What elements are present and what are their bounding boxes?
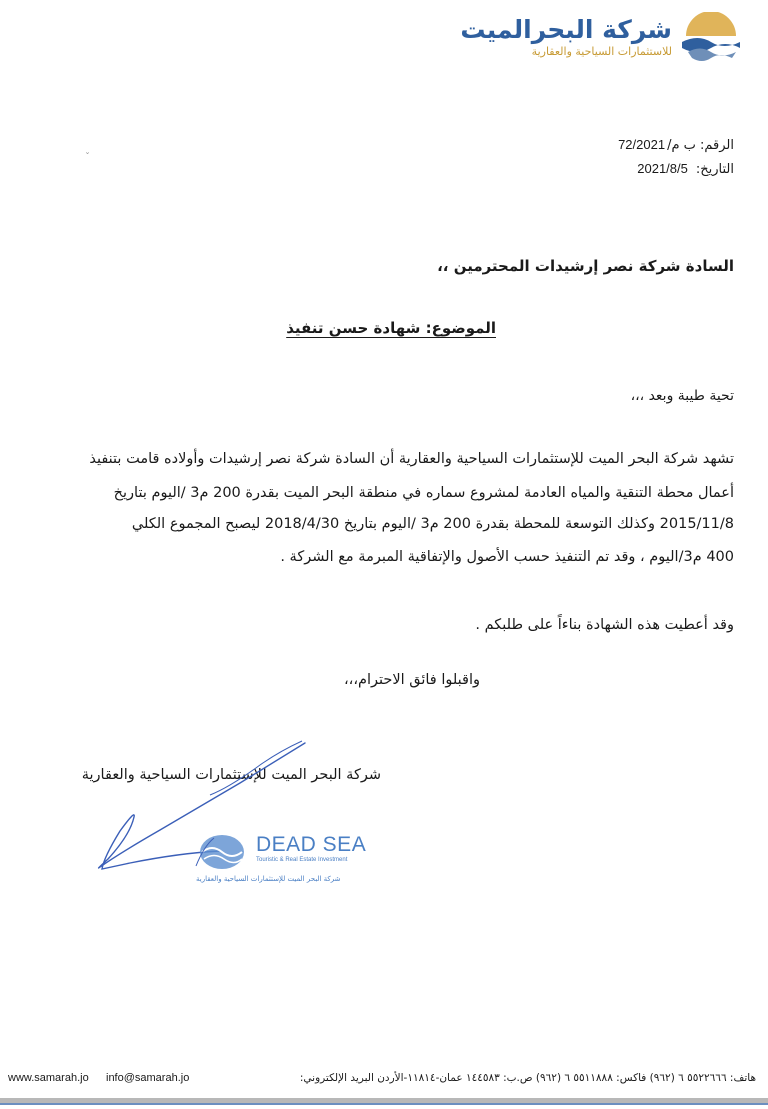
body-line: أعمال محطة التنقية والمياه العادمة لمشروع سماره في منطقة البحر الميت بقدرة 200 م3 /اليوم بتاريخ [113,485,734,501]
stamp-name-ar: شركة البحر الميت للإستثمارات السياحية والعقارية [196,875,341,883]
company-logo-icon [680,12,742,66]
stamp-emblem-icon [192,832,246,872]
greeting: تحية طيبة وبعد ،،، [630,388,734,404]
paper-speck: ˇ [85,152,90,163]
footer-contact-info: هاتف: ٥٥٢٢٦٦٦ ٦ (٩٦٢) فاكس: ٥٥١١٨٨٨ ٦ (٩٦٢) ص.ب: ١٤٤٥٨٣ عمان-١١٨١٤-الأردن البريد الإلكتروني: [299,1072,756,1084]
signature-company-name: شركة البحر الميت للإستثمارات السياحية والعقارية [81,767,381,783]
company-stamp [192,832,372,892]
body-line: تشهد شركة البحر الميت للإستثمارات السياحية والعقارية أن السادة شركة نصر إرشيدات وأولاده قامت بتنفيذ [89,451,734,467]
body-line: 2015/11/8 وكذلك التوسعة للمحطة بقدرة 200 م3 /اليوم بتاريخ 2018/4/30 ليصبح المجموع الكلي [131,516,734,532]
regards: واقبلوا فائق الاحترام،،، [343,672,480,688]
recipient: السادة شركة نصر إرشيدات المحترمين ،، [437,257,734,275]
subject: الموضوع: شهادة حسن تنفيذ [286,319,496,337]
footer-website[interactable]: www.samarah.jo [8,1072,89,1084]
letterhead-text [460,14,672,59]
reference-block [618,133,734,181]
reference-date-label: التاريخ: [695,162,734,177]
reference-date [618,157,734,181]
footer-accent-divider [0,1103,768,1105]
closing-statement: وقد أعطيت هذه الشهادة بناءاً على طلبكم . [475,617,734,633]
company-name: شركة البحرالميت [460,15,672,44]
footer-email[interactable]: info@samarah.jo [106,1072,190,1084]
footer [8,1069,756,1091]
reference-number [618,133,734,157]
stamp-subtitle-en: Touristic & Real Estate Investment [256,857,348,863]
stamp-name-en: DEAD SEA [256,833,367,856]
reference-date-value: 2021/8/5 [637,161,688,176]
reference-number-label: الرقم: ب م/ [667,138,734,153]
reference-number-value: 72/2021 [618,137,666,152]
body-line: 400 م3/اليوم ، وقد تم التنفيذ حسب الأصول والإتفاقية المبرمة مع الشركة . [280,549,734,565]
company-tagline: للاستثمارات السياحية والعقارية [531,45,672,58]
